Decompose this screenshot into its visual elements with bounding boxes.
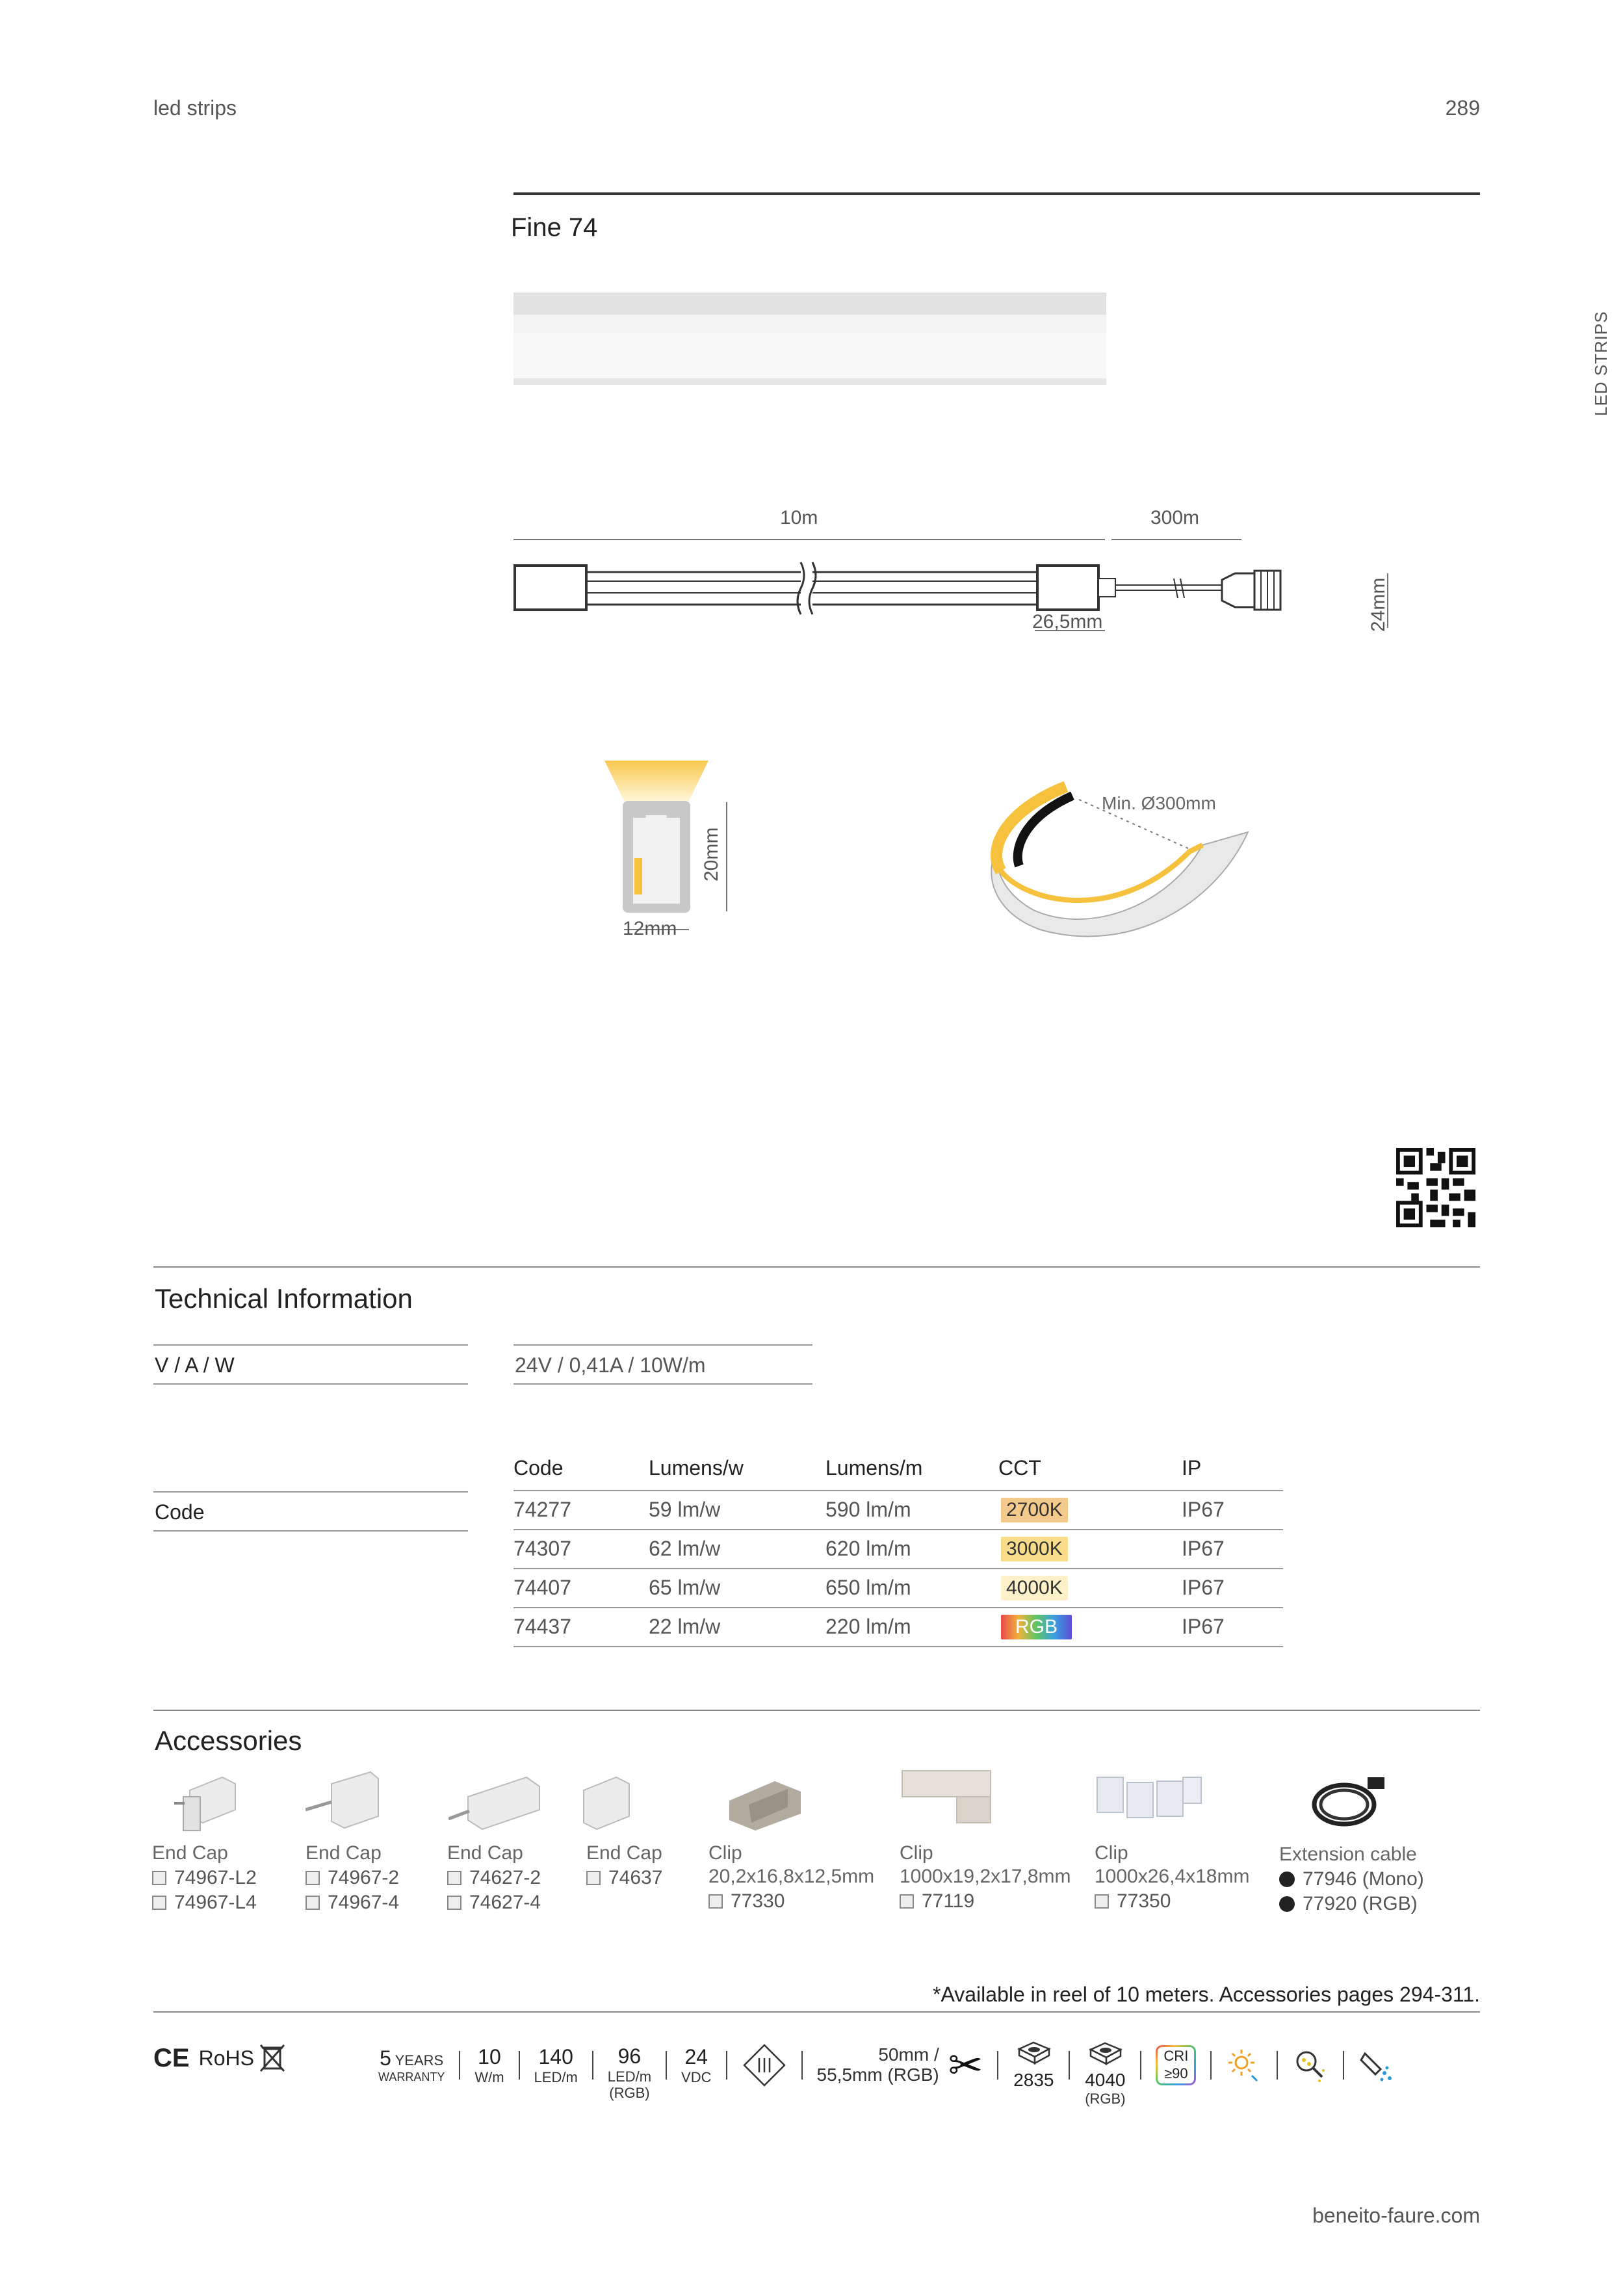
led-rgb-unit: LED/m (607, 2068, 652, 2085)
accessory-label: End Cap (586, 1842, 662, 1864)
accessory-label: Extension cable (1279, 1844, 1417, 1865)
row-code: 74307 (513, 1537, 571, 1560)
accessories-section-title: Accessories (155, 1725, 302, 1756)
warranty-word: WARRANTY (378, 2070, 445, 2084)
separator (1140, 2051, 1141, 2080)
accessory-label: End Cap (305, 1842, 382, 1864)
table-row (513, 1608, 1283, 1646)
accessory-code-row (152, 1892, 257, 1914)
led-density-icon (534, 2045, 578, 2085)
separator (666, 2051, 667, 2080)
separator (801, 2051, 803, 2080)
page-number: 289 (1445, 96, 1480, 120)
row-lumens-w: 59 lm/w (649, 1498, 721, 1521)
vaw-value: 24V / 0,41A / 10W/m (515, 1353, 706, 1377)
led-rgb-value: 96 (617, 2044, 642, 2068)
end-cap-l-image (170, 1771, 242, 1836)
ce-mark-icon: CE (153, 2043, 190, 2072)
chip-2-value: 4040 (1085, 2069, 1126, 2090)
accessory-code-row (900, 1890, 1071, 1912)
col-header-cct: CCT (998, 1456, 1041, 1480)
accessory-code-row (152, 1867, 257, 1889)
cable-dim-label: 300m (1150, 507, 1200, 528)
cct-chip: 3000K (1001, 1537, 1068, 1561)
table-row (513, 1569, 1283, 1607)
accessory-item (900, 1842, 1071, 1912)
accessory-label: End Cap (152, 1842, 228, 1864)
accessory-code: 77330 (731, 1890, 785, 1912)
checkbox-icon (1095, 1894, 1109, 1909)
warranty-icon (378, 2046, 445, 2083)
strip-photo (513, 293, 1106, 385)
connector-dim-label: 24mm (1368, 577, 1389, 632)
cri-label: CRI (1163, 2048, 1189, 2064)
accessory-dims: 1000x19,2x17,8mm (900, 1866, 1071, 1887)
checkbox-icon (447, 1871, 461, 1885)
separator (726, 2051, 727, 2080)
checkbox-icon (152, 1896, 166, 1910)
accessory-code-row (586, 1867, 662, 1889)
vaw-value-rule-bottom (513, 1383, 812, 1385)
accessory-code: 74967-2 (328, 1867, 400, 1888)
side-section-label: LED STRIPS (1591, 311, 1611, 416)
row-lumens-m: 590 lm/m (825, 1498, 911, 1521)
certification-icons (153, 2042, 285, 2074)
scissors-icon: ✂ (948, 2042, 983, 2089)
separator (459, 2051, 460, 2080)
accessory-code-row (447, 1867, 541, 1889)
col-header-lumens-m: Lumens/m (825, 1456, 923, 1480)
row-lumens-m: 620 lm/m (825, 1537, 911, 1560)
chip-4040-icon (1084, 2024, 1126, 2107)
code-rule-bottom (153, 1530, 468, 1532)
dust-protection-icon (1292, 2047, 1329, 2083)
accessory-label: Clip (1095, 1842, 1128, 1864)
profile-height-label: 20mm (701, 827, 722, 881)
cap-dim-label: 26,5mm (1032, 611, 1103, 633)
title-rule (513, 192, 1480, 195)
separator (592, 2051, 593, 2080)
col-header-lumens-w: Lumens/w (649, 1456, 744, 1480)
chip-2835-icon (1013, 2040, 1054, 2090)
row-ip: IP67 (1182, 1498, 1225, 1521)
accessory-code: 77920 (RGB) (1303, 1893, 1418, 1914)
voltage-icon (681, 2045, 711, 2085)
accessory-code-row (305, 1867, 399, 1889)
cri-icon (1156, 2045, 1196, 2085)
accessory-code: 74637 (608, 1867, 663, 1888)
accessory-code: 77946 (Mono) (1303, 1868, 1424, 1890)
cct-chip: 4000K (1001, 1576, 1068, 1600)
separator (1343, 2051, 1344, 2080)
chip-2-note: (RGB) (1085, 2091, 1126, 2107)
row-ip: IP67 (1182, 1576, 1225, 1599)
accessory-code: 77350 (1117, 1890, 1171, 1912)
accessory-code: 74627-2 (469, 1867, 541, 1888)
col-header-ip: IP (1182, 1456, 1202, 1480)
accessory-code: 74627-4 (469, 1892, 541, 1913)
accessory-label: End Cap (447, 1842, 523, 1864)
accessory-code: 77119 (922, 1890, 975, 1912)
cri-value: ≥90 (1164, 2065, 1188, 2081)
vaw-label: V / A / W (155, 1353, 235, 1377)
table-header-row (513, 1456, 1283, 1490)
watts-value: 10 (478, 2044, 501, 2068)
vaw-rule-bottom (153, 1383, 468, 1385)
row-lumens-m: 650 lm/m (825, 1576, 911, 1599)
end-cap-side-image (305, 1771, 383, 1836)
watts-unit: W/m (474, 2068, 504, 2085)
cct-chip-rgb: RGB (1001, 1615, 1072, 1639)
checkbox-icon (708, 1894, 723, 1909)
bullet-icon (1279, 1896, 1295, 1912)
separator (519, 2051, 520, 2080)
led-rgb-note: (RGB) (609, 2085, 650, 2102)
class-iii-icon (742, 2042, 787, 2088)
qr-code (1396, 1148, 1475, 1227)
checkbox-icon (900, 1894, 914, 1909)
product-title: Fine 74 (511, 213, 598, 242)
profile-width-label: 12mm (623, 918, 677, 939)
row-code: 74277 (513, 1498, 571, 1521)
separator (997, 2051, 998, 2080)
accessory-dims: 1000x26,4x18mm (1095, 1866, 1250, 1887)
spec-icons-row (378, 2036, 1395, 2107)
sun-light-icon (1226, 2047, 1262, 2083)
accessory-label: Clip (900, 1842, 933, 1864)
min-bend-label: Min. Ø300mm (1102, 793, 1216, 813)
accessory-code: 74967-L2 (174, 1867, 257, 1888)
cut-length-line2: 55,5mm (RGB) (816, 2065, 939, 2085)
length-dim-label: 10m (780, 507, 818, 528)
row-lumens-w: 65 lm/w (649, 1576, 721, 1599)
weee-bin-icon (259, 2042, 285, 2074)
row-rule (513, 1646, 1283, 1647)
led-value: 140 (538, 2044, 573, 2068)
vaw-value-rule-top (513, 1344, 812, 1346)
separator (1277, 2051, 1278, 2080)
footnote-rule (153, 2011, 1480, 2013)
table-row (513, 1530, 1283, 1568)
accessory-item (1095, 1842, 1249, 1912)
separator (1069, 2051, 1070, 2080)
accessory-item (708, 1842, 874, 1912)
website-link[interactable]: beneito-faure.com (1312, 2204, 1480, 2227)
vaw-rule-top (153, 1344, 468, 1346)
accessory-code-row (305, 1892, 399, 1914)
checkbox-icon (305, 1871, 320, 1885)
led-chip-icon (1084, 2041, 1126, 2067)
accessory-code-row (1279, 1893, 1424, 1915)
accessory-code-row (708, 1890, 874, 1912)
end-cap-cable-image (448, 1771, 546, 1836)
accessory-item (1279, 1844, 1424, 1915)
checkbox-icon (305, 1896, 320, 1910)
led-density-rgb-icon (608, 2029, 651, 2101)
footnote: *Available in reel of 10 meters. Accessories pages 294-311. (933, 1983, 1480, 2006)
cct-chip: 2700K (1001, 1498, 1068, 1522)
accessory-code-row (1095, 1890, 1249, 1912)
row-lumens-w: 22 lm/w (649, 1615, 721, 1638)
length-drawing (507, 501, 1404, 644)
section-name: led strips (153, 96, 237, 120)
spec-table (513, 1456, 1283, 1647)
row-lumens-m: 220 lm/m (825, 1615, 911, 1638)
accessory-code: 74967-L4 (174, 1892, 257, 1913)
voltage-value: 24 (684, 2044, 708, 2068)
row-code: 74437 (513, 1615, 571, 1638)
accessory-code-row (1279, 1868, 1424, 1890)
row-lumens-w: 62 lm/w (649, 1537, 721, 1560)
tech-section-rule (153, 1266, 1480, 1268)
table-row (513, 1491, 1283, 1529)
accessory-label: Clip (708, 1842, 742, 1864)
cut-length-line1: 50mm / (878, 2044, 939, 2065)
clip-small-image (723, 1775, 807, 1833)
checkbox-icon (152, 1871, 166, 1885)
accessory-item (152, 1842, 257, 1914)
accessory-item (447, 1842, 541, 1914)
code-label: Code (155, 1500, 205, 1524)
extension-cable-image (1305, 1768, 1390, 1833)
row-ip: IP67 (1182, 1615, 1225, 1638)
end-cap-plain-image (577, 1771, 636, 1836)
accessory-code-row (447, 1892, 541, 1914)
warranty-number: 5 (380, 2046, 391, 2070)
rohs-label: RoHS (198, 2046, 254, 2070)
row-ip: IP67 (1182, 1537, 1225, 1560)
row-code: 74407 (513, 1576, 571, 1599)
clip-profile-image (898, 1768, 996, 1827)
checkbox-icon (586, 1871, 601, 1885)
separator (1210, 2051, 1212, 2080)
col-header-code: Code (513, 1456, 564, 1480)
chip-1-value: 2835 (1013, 2069, 1054, 2090)
led-chip-icon (1013, 2040, 1054, 2066)
accessory-item (305, 1842, 399, 1914)
warranty-years: YEARS (395, 2052, 444, 2069)
accessory-code: 74967-4 (328, 1892, 400, 1913)
accessories-section-rule (153, 1710, 1480, 1711)
checkbox-icon (447, 1896, 461, 1910)
clip-mount-image (1092, 1768, 1209, 1827)
watts-icon (474, 2045, 504, 2085)
tech-section-title: Technical Information (155, 1283, 413, 1314)
bullet-icon (1279, 1872, 1295, 1887)
accessory-item (586, 1842, 662, 1889)
code-rule-top (153, 1491, 468, 1493)
cut-length-icon (816, 2042, 983, 2089)
accessory-dims: 20,2x16,8x12,5mm (708, 1866, 875, 1887)
led-unit: LED/m (534, 2068, 578, 2085)
voltage-unit: VDC (681, 2068, 712, 2085)
water-protection-icon (1358, 2047, 1395, 2083)
